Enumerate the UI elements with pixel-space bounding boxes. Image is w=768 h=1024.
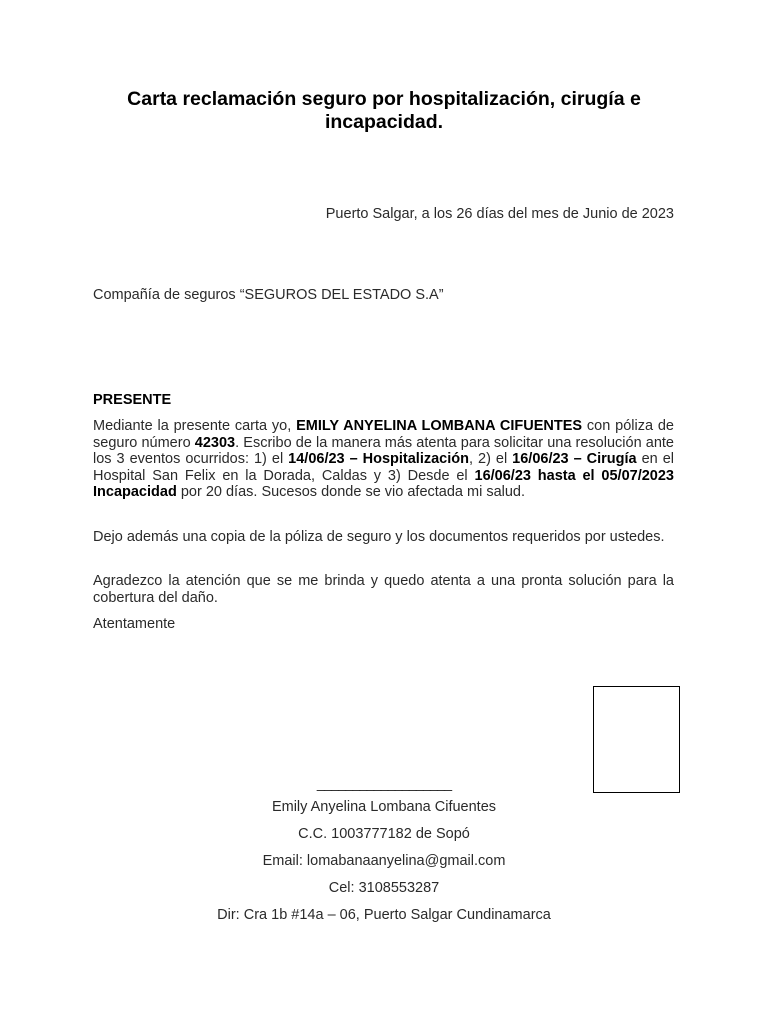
closing: Atentamente [93, 616, 176, 632]
paragraph-attachments: Dejo además una copia de la póliza de seguro y los documentos requeridos por ustedes. [93, 529, 665, 545]
recipient-company: Compañía de seguros “SEGUROS DEL ESTADO S.A” [93, 287, 444, 303]
paragraph-main [93, 418, 674, 501]
signature-block [184, 774, 584, 929]
place-and-date: Puerto Salgar, a los 26 días del mes de Junio de 2023 [325, 206, 674, 222]
text-segment: . Escribo de la manera más atenta para solicitar una resolución ante los 3 eventos ocurridos: 1) el [93, 434, 674, 468]
photo-box [593, 686, 680, 793]
text-segment: por 20 días. Sucesos donde se vio afectada mi salud. [176, 484, 526, 501]
signer-name: Emily Anyelina Lombana Cifuentes [271, 799, 497, 815]
event-surgery: 16/06/23 – Cirugía [512, 451, 637, 468]
policy-number: 42303 [194, 434, 236, 451]
text-segment: Mediante la presente carta yo, [93, 418, 297, 434]
claimant-name: EMILY ANYELINA LOMBANA CIFUENTES [296, 418, 583, 434]
event-hospitalization: 14/06/23 – Hospitalización [288, 451, 469, 468]
letter-title: Carta reclamación seguro por hospitalización, cirugía e incapacidad. [127, 88, 641, 133]
signature-line: ___________________ [316, 776, 452, 792]
text-segment: , 2) el [469, 451, 513, 468]
event-disability: 16/06/23 hasta el 05/07/2023 Incapacidad [93, 467, 674, 501]
salutation: PRESENTE [93, 392, 172, 408]
text-segment: en el Hospital San Felix en la Dorada, Caldas y 3) Desde el [93, 451, 674, 484]
text-segment: con póliza de seguro número [93, 418, 674, 451]
signer-id: C.C. 1003777182 de Sopó [298, 826, 470, 842]
paragraph-thanks: Agradezco la atención que se me brinda y quedo atenta a una pronta solución para la cobertura del daño. [93, 573, 674, 606]
signer-email: Email: lomabanaanyelina@gmail.com [262, 853, 506, 869]
signer-phone: Cel: 3108553287 [328, 880, 440, 896]
signer-address: Dir: Cra 1b #14a – 06, Puerto Salgar Cundinamarca [217, 907, 551, 923]
